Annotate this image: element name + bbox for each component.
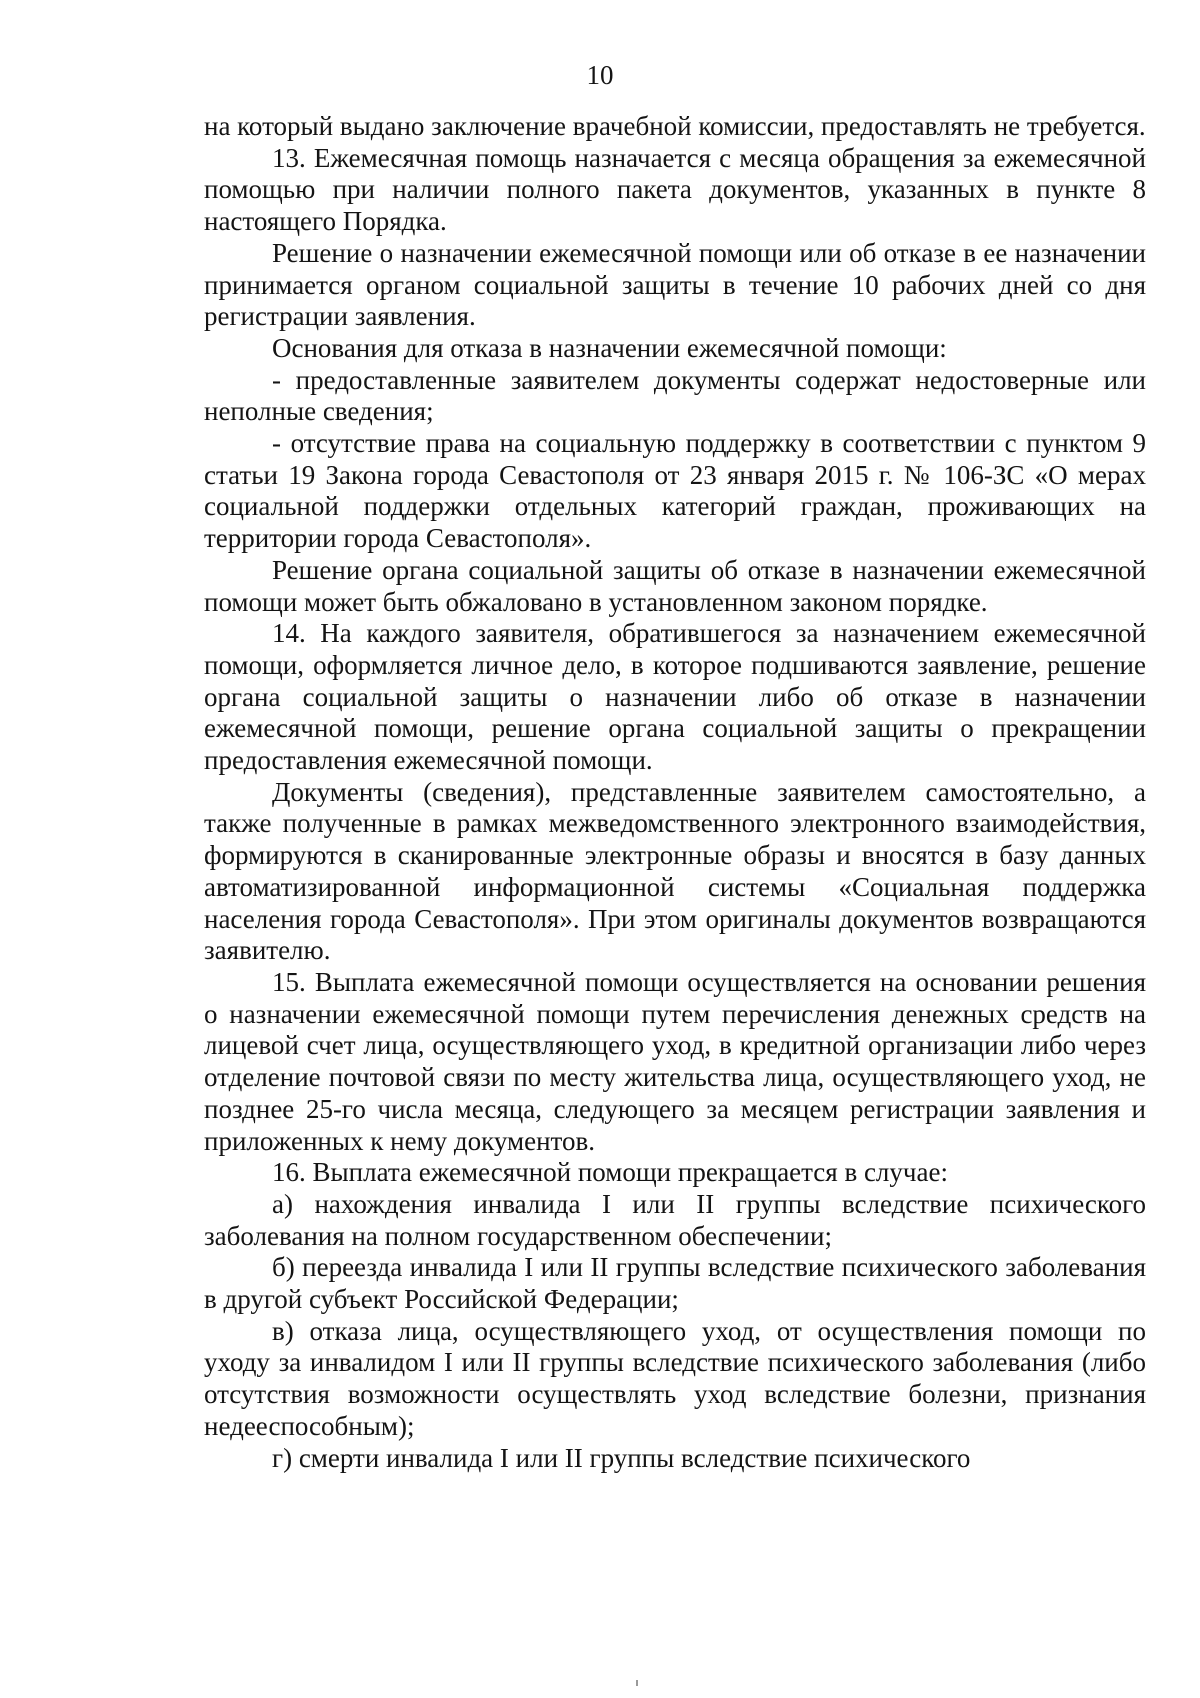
paragraph: Решение органа социальной защиты об отказе в назначении ежемесячной помощи может быть обжаловано в установленном законом порядке. [204,554,1146,617]
list-item: в) отказа лица, осуществляющего уход, от осуществления помощи по уходу за инвалидом I или II группы вследствие психического заболевания (либо отсутствия возможности осуществлять уход вследствие болезни, признания недееспособным); [204,1315,1146,1441]
paragraph-item-16: 16. Выплата ежемесячной помощи прекращается в случае: [272,1157,948,1188]
paragraph-item-14: 14. На каждого заявителя, обратившегося за назначением ежемесячной помощи, оформляется личное дело, в которое подшиваются заявление, решение органа социальной защиты о назначении либо об отказе в назначении ежемесячной помощи, решение органа социальной защиты о прекращении предоставления ежемесячной помощи. [204,618,1146,776]
paragraph-item-15: 15. Выплата ежемесячной помощи осуществляется на основании решения о назначении ежемесячной помощи путем перечисления денежных средств на лицевой счет лица, осуществляющего уход, в кредитной организации либо через отделение почтовой связи по месту жительства лица, осуществляющего уход, не позднее 25-го числа месяца, следующего за месяцем регистрации заявления и приложенных к нему документов. [204,966,1146,1156]
page-number: 10 [586,60,614,90]
paragraph-item-13: 13. Ежемесячная помощь назначается с месяца обращения за ежемесячной помощью при наличии полного пакета документов, указанных в пункте 8 настоящего Порядка. [204,142,1146,237]
document-body [204,111,1146,1474]
list-item: а) нахождения инвалида I или II группы вследствие психического заболевания на полном государственном обеспечении; [204,1188,1146,1251]
scan-mark [636,1680,638,1686]
list-item: - отсутствие права на социальную поддержку в соответствии с пунктом 9 статьи 19 Закона города Севастополя от 23 января 2015 г. № 106-ЗС «О мерах социальной поддержки отдельных категорий граждан, проживающих на территории города Севастополя». [204,428,1146,554]
paragraph: Документы (сведения), представленные заявителем самостоятельно, а также полученные в рамках межведомственного электронного взаимодействия, формируются в сканированные электронные образы и вносятся в базу данных автоматизированной информационной системы «Социальная поддержка населения города Севастополя». При этом оригиналы документов возвращаются заявителю. [204,776,1146,966]
list-item: б) переезда инвалида I или II группы вследствие психического заболевания в другой субъект Российской Федерации; [204,1252,1146,1315]
paragraph: Решение о назначении ежемесячной помощи или об отказе в ее назначении принимается органом социальной защиты в течение 10 рабочих дней со дня регистрации заявления. [204,237,1146,332]
paragraph: Основания для отказа в назначении ежемесячной помощи: [272,332,947,363]
list-item: - предоставленные заявителем документы содержат недостоверные или неполные сведения; [204,364,1146,427]
list-item: г) смерти инвалида I или II группы вследствие психического [272,1442,971,1473]
paragraph: на который выдано заключение врачебной комиссии, предоставлять не требуется. [204,111,1146,141]
